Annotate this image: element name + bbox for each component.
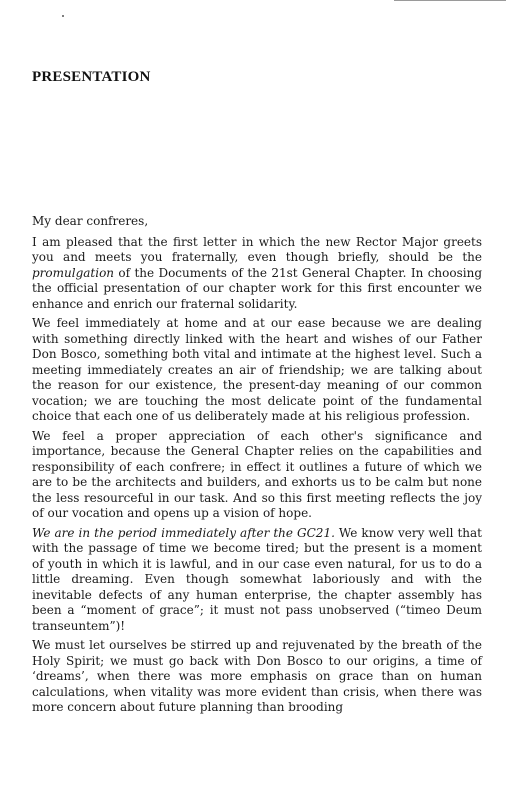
paragraph-2: We feel immediately at home and at our ease because we are dealing with something directly linked with the heart and wishes of our Father Don Bosco, something both vital and intimate at the highest level. Such a meeting immediately creates an air of friendship; we are talking about the reason for our existence, the present-day meaning of our common vocation; we are touching the most delicate point of the fundamental choice that each one of us deliberately made at his religious profession. <box>32 316 482 423</box>
paragraph-1 <box>32 235 482 313</box>
paragraph-1-text-a: I am pleased that the first letter in which the new Rector Major greets you and meets you fraternally, even though briefly, should be the <box>32 234 482 264</box>
paragraph-4-text: We know very well that with the passage of time we become tired; but the present is a moment of youth in which it is lawful, and in our case even natural, for us to do a little dreaming. Even though somewhat laboriously and with the inevitable defects of any human enterprise, the chapter assembly has been a “moment of grace”; it must not pass unobserved (“timeo Deum transeuntem”)! <box>32 525 482 633</box>
paragraph-4-emphasis: We are in the period immediately after the GC21. <box>32 525 335 540</box>
top-rule <box>394 0 506 1</box>
paragraph-5: We must let ourselves be stirred up and rejuvenated by the breath of the Holy Spirit; we must go back with Don Bosco to our origins, a time of ‘dreams’, when there was more emphasis on grace than on human calculations, when vitality was more evident than crisis, when there was more concern about future planning than brooding <box>32 638 482 714</box>
letter-body <box>32 214 482 720</box>
paragraph-4 <box>32 526 482 635</box>
page-title: PRESENTATION <box>32 69 151 85</box>
salutation: My dear confreres, <box>32 214 149 228</box>
paragraph-1-text-b: of the Documents of the 21st General Chapter. In choosing the official presentation of our chapter work for this first encounter we enhance and enrich our fraternal solidarity. <box>32 265 482 311</box>
paragraph-1-emphasis: promulgation <box>32 265 115 280</box>
paragraph-3: We feel a proper appreciation of each other's significance and importance, because the General Chapter relies on the capabilities and responsibility of each confrere; in effect it outlines a future of which we are to be the architects and builders, and exhorts us to be calm but none the less resourceful in our task. And so this first meeting reflects the joy of our vocation and opens up a vision of hope. <box>32 428 482 520</box>
scan-speck <box>62 15 64 17</box>
